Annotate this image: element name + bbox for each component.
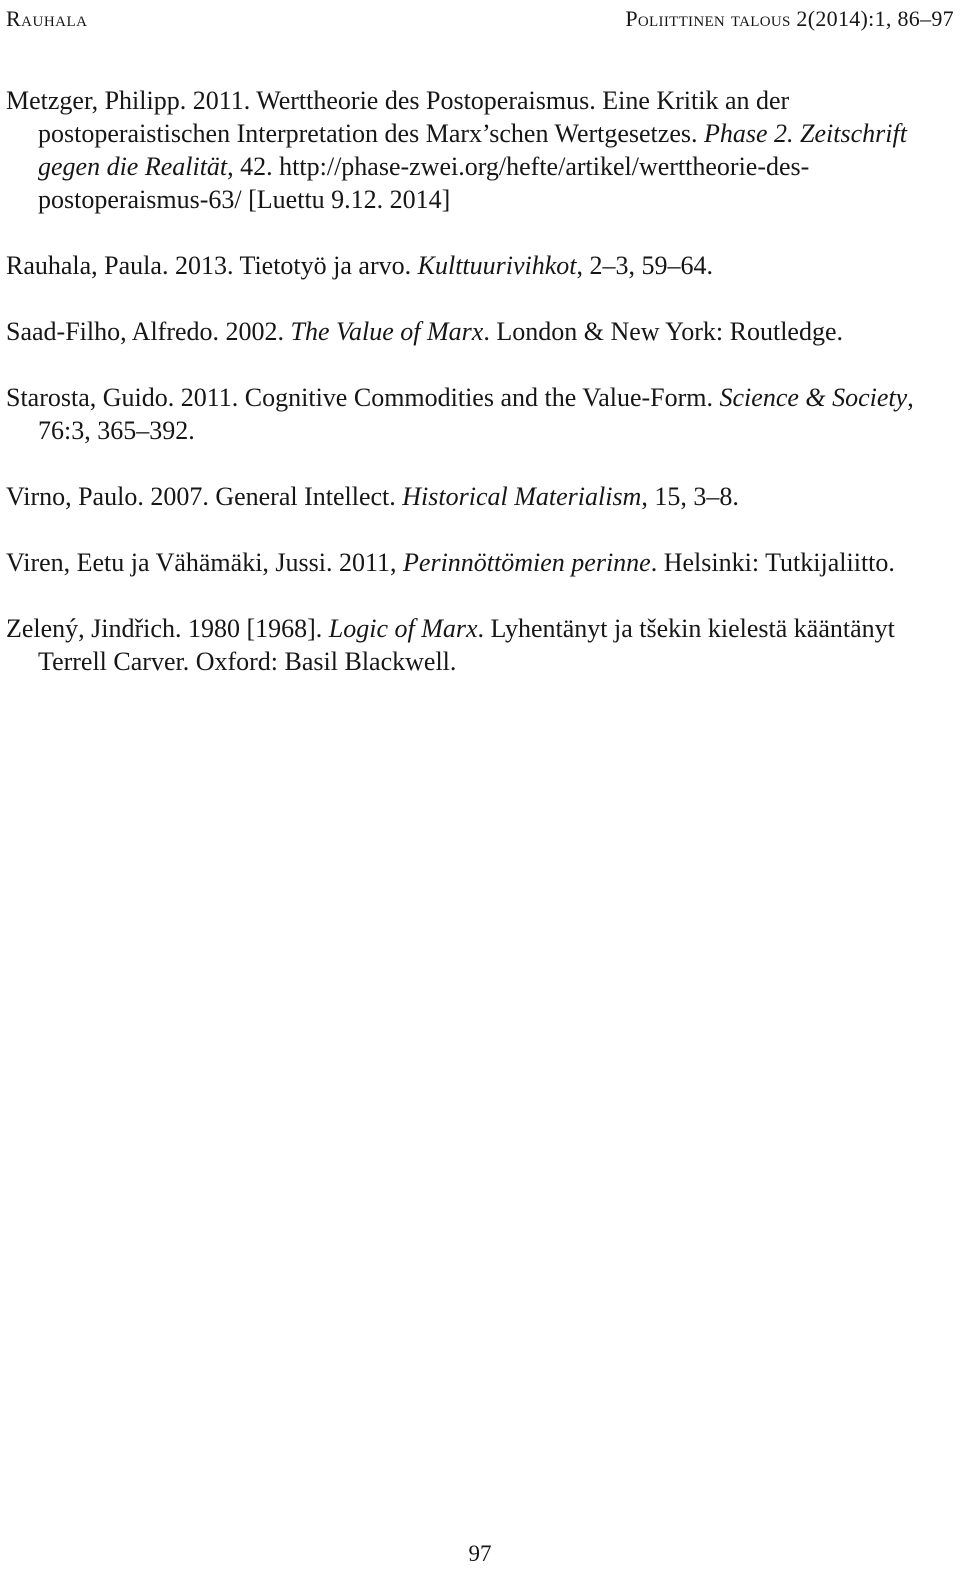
running-header [6, 6, 954, 36]
reference-text: Metzger, Philipp. 2011. Werttheorie des Postoperaismus. Eine Kritik an der postoperaistischen Interpretation des Marx’schen Wertgesetzes. [6, 86, 790, 148]
reference-entry-zeleny [6, 612, 954, 678]
reference-text: , 76:3, 365–392. [38, 383, 914, 445]
reference-text: Virno, Paulo. 2007. General Intellect. [6, 482, 403, 511]
reference-text: Viren, Eetu ja Vähämäki, Jussi. 2011, [6, 548, 404, 577]
reference-list [6, 84, 954, 711]
reference-text: . London & New York: Routledge. [483, 317, 844, 346]
reference-title: The Value of Marx [290, 317, 484, 346]
reference-text: . Lyhentänyt ja tšekin kielestä kääntänyt Terrell Carver. Oxford: Basil Blackwell. [38, 614, 895, 676]
reference-title: Kulttuurivihkot [417, 251, 577, 280]
reference-text: Rauhala, Paula. 2013. Tietotyö ja arvo. [6, 251, 418, 280]
running-header-author: Rauhala [6, 6, 88, 31]
reference-title: Phase 2. Zeitschrift gegen die Realität [38, 119, 907, 181]
reference-entry-starosta [6, 381, 954, 447]
reference-entry-virno [6, 480, 954, 513]
reference-entry-viren [6, 546, 954, 579]
reference-title: Perinnöttömien perinne [403, 548, 651, 577]
reference-entry-rauhala [6, 249, 954, 282]
reference-text: , 42. http://phase-zwei.org/hefte/artikel/werttheorie-des-postoperaismus-63/ [Luettu 9.12. 2014] [38, 152, 810, 214]
running-header-journal: Poliittinen talous 2(2014):1, 86–97 [625, 6, 954, 31]
reference-text: , 2–3, 59–64. [576, 251, 714, 280]
reference-title: Historical Materialism [402, 482, 642, 511]
reference-entry-saad-filho [6, 315, 954, 348]
page-number: 97 [468, 1541, 492, 1566]
reference-title: Logic of Marx [328, 614, 478, 643]
reference-entry-metzger [6, 84, 954, 216]
reference-text: Zelený, Jindřich. 1980 [1968]. [6, 614, 329, 643]
reference-text: Saad-Filho, Alfredo. 2002. [6, 317, 291, 346]
reference-text: , 15, 3–8. [641, 482, 739, 511]
reference-text: Starosta, Guido. 2011. Cognitive Commodities and the Value-Form. [6, 383, 720, 412]
reference-text: . Helsinki: Tutkijaliitto. [650, 548, 895, 577]
reference-title: Science & Society [719, 383, 908, 412]
